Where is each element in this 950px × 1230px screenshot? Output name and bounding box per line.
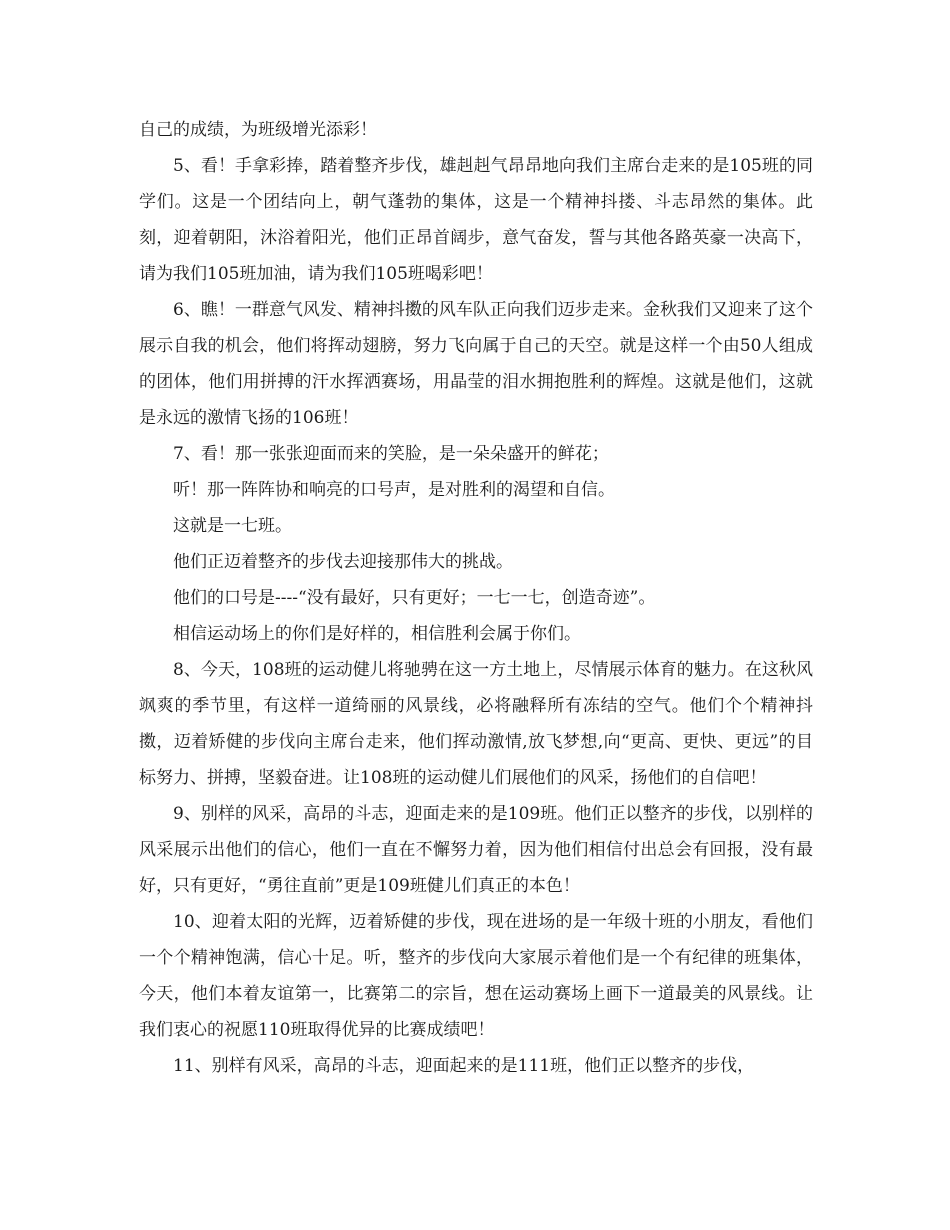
paragraph-class-107-line-6: 相信运动场上的你们是好样的，相信胜利会属于你们。 (173, 624, 581, 644)
paragraph-class-110: 10、迎着太阳的光辉，迈着矫健的步伐，现在进场的是一年级十班的小朋友，看他们一个个精神饱满，信心十足。听，整齐的步伐向大家展示着他们是一个有纪律的班集体，今天，他们本着友谊第一，比赛第二的宗旨，想在运动赛场上画下一道最美的风景线。让我们衷心的祝愿110班取得优异的比赛成绩吧！ (139, 912, 813, 1040)
paragraph-class-107-line-4: 他们正迈着整齐的步伐去迎接那伟大的挑战。 (173, 552, 513, 572)
paragraph-class-107-line-3: 这就是一七班。 (173, 516, 292, 536)
paragraph-class-109: 9、别样的风采，高昂的斗志，迎面走来的是109班。他们正以整齐的步伐，以别样的风采展示出他们的信心，他们一直在不懈努力着，因为他们相信付出总会有回报，没有最好，只有更好，“勇往直前”更是109班健儿们真正的本色！ (139, 804, 813, 896)
paragraph-continuation: 自己的成绩，为班级增光添彩！ (139, 120, 377, 140)
paragraph-class-107-line-2: 听！那一阵阵协和响亮的口号声，是对胜利的渴望和自信。 (173, 480, 615, 500)
paragraph-class-107-line-1: 7、看！那一张张迎面而来的笑脸，是一朵朵盛开的鲜花； (173, 444, 609, 464)
paragraph-class-105: 5、看！手拿彩捧，踏着整齐步伐，雄赳赳气昂昂地向我们主席台走来的是105班的同学们。这是一个团结向上，朝气蓬勃的集体，这是一个精神抖搂、斗志昂然的集体。此刻，迎着朝阳，沐浴着阳光，他们正昂首阔步，意气奋发，誓与其他各路英豪一决高下，请为我们105班加油，请为我们105班喝彩吧！ (139, 156, 813, 284)
paragraph-class-106: 6、瞧！一群意气风发、精神抖擞的风车队正向我们迈步走来。金秋我们又迎来了这个展示自我的机会，他们将挥动翅膀，努力飞向属于自己的天空。就是这样一个由50人组成的团体，他们用拼搏的汗水挥洒赛场，用晶莹的泪水拥抱胜利的辉煌。这就是他们，这就是永远的激情飞扬的106班！ (139, 300, 813, 428)
paragraph-class-111: 11、别样有风采，高昂的斗志，迎面起来的是111班，他们正以整齐的步伐， (173, 1056, 755, 1076)
paragraph-class-107-slogan: 他们的口号是----“没有最好，只有更好；一七一七，创造奇迹”。 (173, 588, 656, 608)
paragraph-class-108: 8、今天，108班的运动健儿将驰骋在这一方土地上，尽情展示体育的魅力。在这秋风飒爽的季节里，有这样一道绮丽的风景线，必将融释所有冻结的空气。他们个个精神抖擞，迈着矫健的步伐向主席台走来，他们挥动激情,放飞梦想,向“更高、更快、更远”的目标努力、拼搏，坚毅奋进。让108班的运动健儿们展他们的风采，扬他们的自信吧！ (139, 660, 813, 788)
document-body (139, 112, 813, 1084)
